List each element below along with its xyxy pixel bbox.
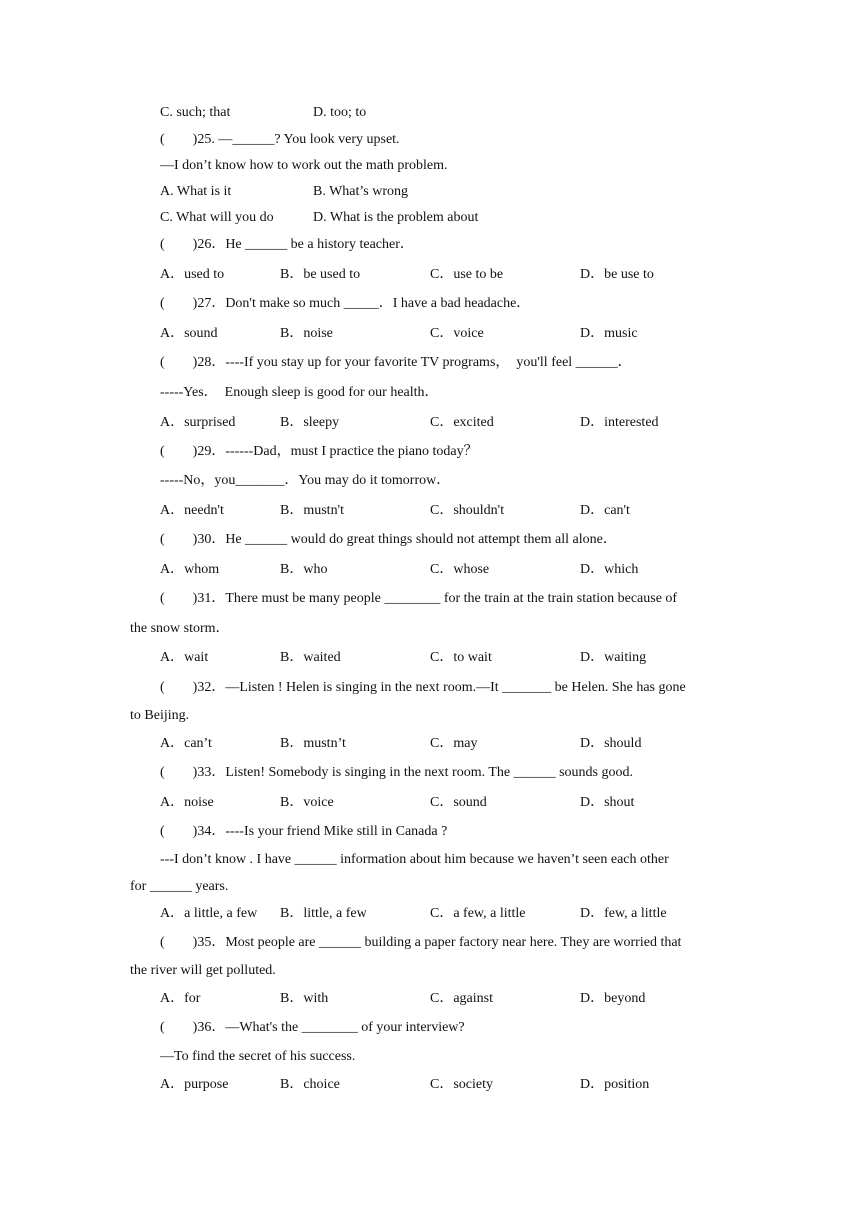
question-31-option-b: B．waited xyxy=(280,650,341,665)
question-27-option-c: C．voice xyxy=(430,326,484,341)
question-28-option-d: D．interested xyxy=(580,415,659,430)
question-34-option-b: B．little, a few xyxy=(280,906,367,921)
question-34: ( )34．----Is your friend Mike still in Canada ? xyxy=(160,824,448,839)
question-36-option-c: C．society xyxy=(430,1077,493,1092)
question-34-answer-line: ---I don’t know . I have ______ information about him because we haven’t seen each other xyxy=(160,852,669,867)
question-25: ( )25. —______? You look very upset. xyxy=(160,132,400,147)
question-36-answer-line: —To find the secret of his success. xyxy=(160,1049,356,1064)
question-33-option-a: A．noise xyxy=(160,795,214,810)
question-28-option-a: A．surprised xyxy=(160,415,236,430)
question-29-answer-line: -----No，you_______．You may do it tomorrow． xyxy=(160,473,451,488)
question-31-continued: the snow storm． xyxy=(130,621,230,636)
question-25-option-c: C. What will you do xyxy=(160,210,274,225)
question-33-option-c: C．sound xyxy=(430,795,487,810)
question-29: ( )29．------Dad，must I practice the piano today？ xyxy=(160,444,478,459)
question-31-option-a: A．wait xyxy=(160,650,209,665)
question-26-option-b: B．be used to xyxy=(280,267,361,282)
question-35-option-d: D．beyond xyxy=(580,991,646,1006)
question-31-option-c: C．to wait xyxy=(430,650,492,665)
question-35-option-c: C．against xyxy=(430,991,493,1006)
question-34-continued: for ______ years. xyxy=(130,879,229,894)
question-32-option-c: C．may xyxy=(430,736,478,751)
question-31-option-d: D．waiting xyxy=(580,650,647,665)
question-28-answer-line: -----Yes． Enough sleep is good for our health． xyxy=(160,385,439,400)
question-34-option-d: D．few, a little xyxy=(580,906,667,921)
question-36-option-b: B．choice xyxy=(280,1077,340,1092)
question-36: ( )36．—What's the ________ of your interview? xyxy=(160,1020,465,1035)
question-30-option-a: A．whom xyxy=(160,562,220,577)
question-29-option-d: D．can't xyxy=(580,503,630,518)
question-25-option-a: A. What is it xyxy=(160,184,232,199)
question-34-option-a: A．a little, a few xyxy=(160,906,258,921)
question-33-option-b: B．voice xyxy=(280,795,334,810)
question-30: ( )30．He ______ would do great things should not attempt them all alone． xyxy=(160,532,617,547)
question-26-option-d: D．be use to xyxy=(580,267,654,282)
question-35: ( )35．Most people are ______ building a paper factory near here. They are worried that xyxy=(160,935,682,950)
question-35-option-b: B．with xyxy=(280,991,329,1006)
question-27-option-b: B．noise xyxy=(280,326,333,341)
question-32-option-d: D．should xyxy=(580,736,642,751)
question-28-option-b: B．sleepy xyxy=(280,415,340,430)
question-26: ( )26．He ______ be a history teacher． xyxy=(160,237,414,252)
question-32: ( )32．—Listen ! Helen is singing in the next room.—It _______ be Helen. She has gone xyxy=(160,680,686,695)
question-27-option-a: A．sound xyxy=(160,326,218,341)
question-25-answer-line: —I don’t know how to work out the math problem. xyxy=(160,158,448,173)
question-26-option-a: A．used to xyxy=(160,267,225,282)
question-36-option-a: A．purpose xyxy=(160,1077,229,1092)
question-32-continued: to Beijing. xyxy=(130,708,190,723)
prev-option-c: C. such; that xyxy=(160,105,231,120)
question-29-option-c: C．shouldn't xyxy=(430,503,505,518)
question-32-option-a: A．can’t xyxy=(160,736,212,751)
question-27: ( )27．Don't make so much _____．I have a bad headache． xyxy=(160,296,531,311)
question-33: ( )33．Listen! Somebody is singing in the next room. The ______ sounds good. xyxy=(160,765,633,780)
question-29-option-b: B．mustn't xyxy=(280,503,344,518)
question-30-option-c: C．whose xyxy=(430,562,490,577)
question-35-option-a: A．for xyxy=(160,991,201,1006)
question-25-option-b: B. What’s wrong xyxy=(313,184,409,199)
question-30-option-d: D．which xyxy=(580,562,639,577)
question-25-option-d: D. What is the problem about xyxy=(313,210,479,225)
question-28-option-c: C．excited xyxy=(430,415,494,430)
question-35-continued: the river will get polluted. xyxy=(130,963,276,978)
question-30-option-b: B．who xyxy=(280,562,328,577)
question-34-option-c: C．a few, a little xyxy=(430,906,526,921)
question-32-option-b: B．mustn’t xyxy=(280,736,346,751)
question-27-option-d: D．music xyxy=(580,326,638,341)
question-26-option-c: C．use to be xyxy=(430,267,504,282)
question-36-option-d: D．position xyxy=(580,1077,650,1092)
question-31: ( )31．There must be many people ________ for the train at the train station because of xyxy=(160,591,678,606)
question-29-option-a: A．needn't xyxy=(160,503,224,518)
question-28: ( )28．----If you stay up for your favorite TV programs， you'll feel ______． xyxy=(160,355,632,370)
prev-option-d: D. too; to xyxy=(313,105,367,120)
question-33-option-d: D．shout xyxy=(580,795,635,810)
